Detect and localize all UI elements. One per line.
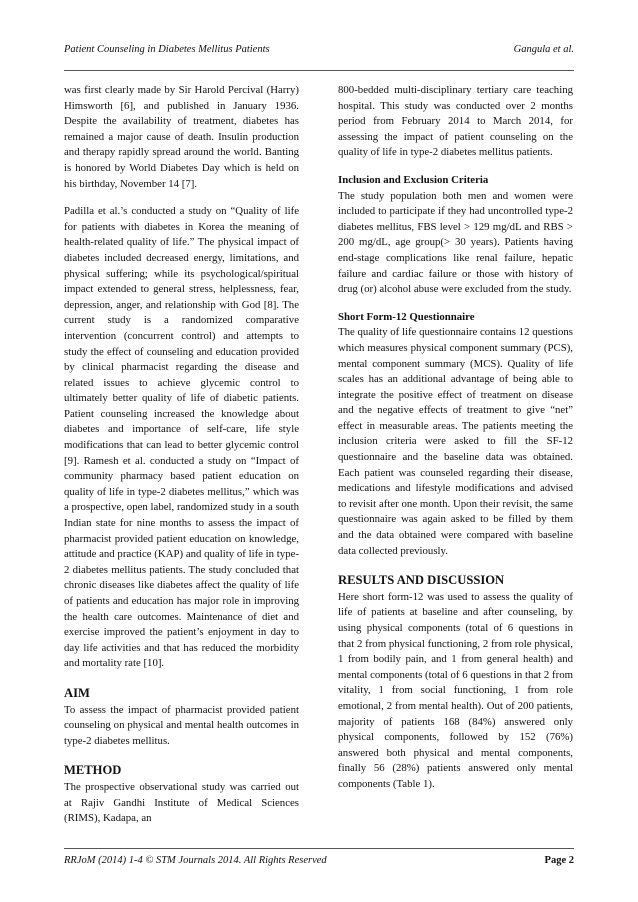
footer-copyright: RRJoM (2014) 1-4 © STM Journals 2014. All Rights Reserved [64,855,327,866]
header-authors: Gangula et al. [513,44,574,55]
section-heading-method: METHOD [64,763,122,778]
right-column [338,83,573,805]
paragraph: Here short form-12 was used to assess the quality of life of patients at baseline and after counseling, by using physical components (total of 6 questions in that 2 from physical functioning, 2 from role physical, 1 from bodily pain, and 1 from general health) and mental components (total of 6 questions in that 2 from vitality, 1 from social functioning, 1 from role emotional, 2 from mental health). Out of 200 patients, majority of patients 168 (84%) answered only physical components, followed by 152 (76%) answered both physical and mental components, finally 56 (28%) patients answered only mental components (Table 1). [338,590,573,790]
paragraph: The study population both men and women were included to participate if they had uncontrolled type-2 diabetes mellitus, FBS level > 129 mg/dL and RBS > 200 mg/dL, age group(> 30 years). Patients having end-stage complications like renal failure, hepatic failure and cardiac failure or those with history of drug (or) alcohol abuse were excluded from the study. [338,189,573,296]
paragraph: The prospective observational study was carried out at Rajiv Gandhi Institute of Medical Sciences (RIMS), Kadapa, an [64,780,299,825]
subheading-inclusion: Inclusion and Exclusion Criteria [338,173,489,186]
paragraph: To assess the impact of pharmacist provided patient counseling on physical and mental health outcomes in type-2 diabetes mellitus. [64,703,299,747]
left-column [64,83,299,839]
header-title: Patient Counseling in Diabetes Mellitus Patients [64,44,270,55]
page-footer [64,855,574,866]
paragraph: was first clearly made by Sir Harold Percival (Harry) Himsworth [6], and published in January 1936. Despite the availability of treatment, diabetes has remained a major cause of death. Insulin production and therapy rapidly spread around the world. Banting is honored by World Diabetes Day which is held on his birthday, November 14 [7]. [64,84,299,190]
subheading-sf12: Short Form-12 Questionnaire [338,310,475,323]
running-header [64,44,574,55]
header-rule [64,70,574,71]
paragraph: The quality of life questionnaire contains 12 questions which measures physical component summary (PCS), mental component summary (MCS). Quality of life scales has an additional advantage of being able to integrate the positive effect of treatment on disease and the negative effects of treatment to give “net” effect in measurable areas. The patients meeting the inclusion criteria were asked to fill the SF-12 questionnaire and the baseline data was obtained. Each patient was counseled regarding their disease, medications and lifestyle modifications and advised to revisit after one month. Upon their revisit, the same questionnaire was again asked to be filled by them and the data obtained were compared with baseline data collected previously. [338,326,573,557]
footer-rule [64,848,574,849]
page-number: Page 2 [544,855,574,866]
section-heading-results: RESULTS AND DISCUSSION [338,573,505,588]
paragraph: Padilla et al.’s conducted a study on “Quality of life for patients with diabetes in Korea the meaning of health-related quality of life.” The physical impact of diabetes included decreased energy, limitations, and physical suffering; while its psychological/spiritual impact extended to general stress, helplessness, fear, depression, anger, and relationship with God [8]. The current study is a randomized comparative intervention (concurrent control) and attempts to study the effect of counseling and education provided by clinical pharmacist regarding the disease and related issues to achieve glycemic control to ultimately better quality of life of diabetic patients. Patient counseling increased the knowledge about diabetes and importance of self-care, life style modifications that can lead to better glycemic control [9]. Ramesh et al. conducted a study on “Impact of community pharmacy based patient education on quality of life in type-2 diabetes mellitus,” which was a prospective, open label, randomized study in a south Indian state for nine months to assess the impact of pharmacist provided patient education on knowledge, attitude and practice (KAP) and quality of life in type-2 diabetes mellitus patients. The study concluded that chronic diseases like diabetes affect the quality of life of patients and education has major role in improving the health care outcomes. Maintenance of diet and exercise improved the patient’s enjoyment in day to day life activities and that has reduced the morbidity and mortality rate [10]. [64,205,299,670]
section-heading-aim: AIM [64,685,90,700]
paragraph: 800-bedded multi-disciplinary tertiary care teaching hospital. This study was conducted over 2 months period from February 2014 to March 2014, for assessing the impact of patient counseling on the quality of life in type-2 diabetes mellitus patients. [338,84,573,159]
